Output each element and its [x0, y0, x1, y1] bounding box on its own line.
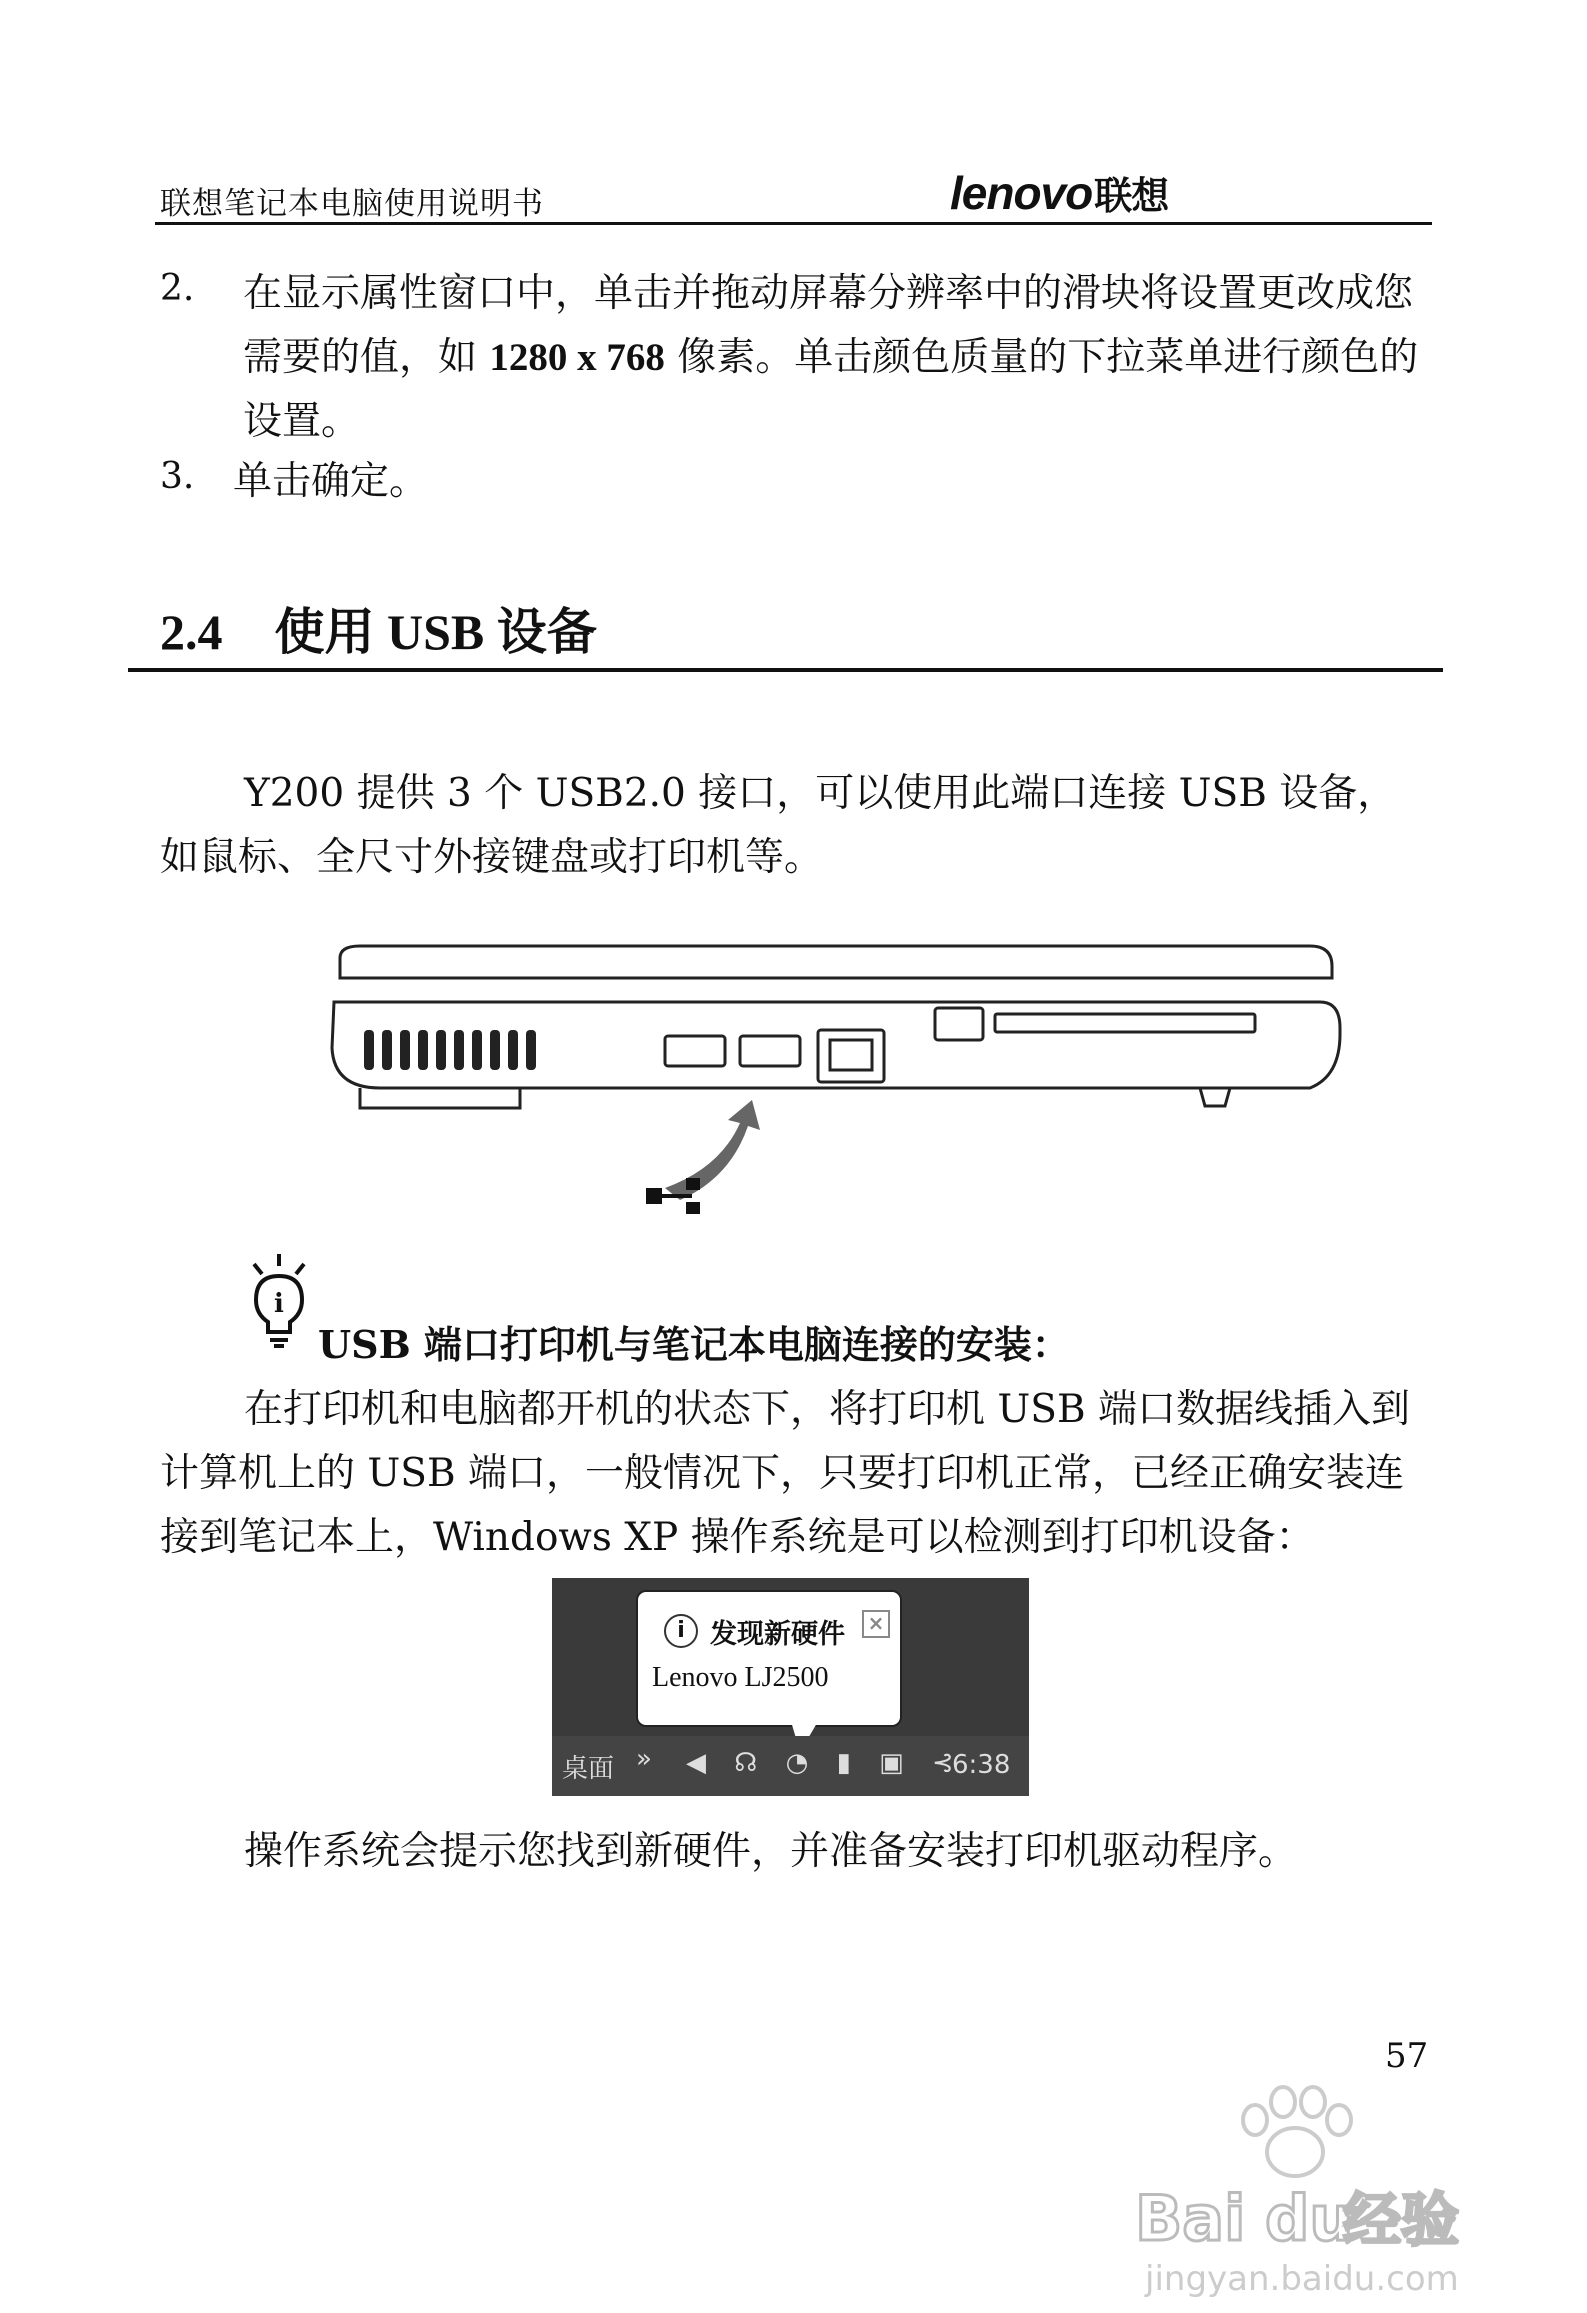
clock[interactable]: 6:38 [952, 1750, 1011, 1780]
new-hardware-screenshot [552, 1578, 1029, 1796]
section-title: 使用 USB 设备 [274, 604, 597, 660]
laptop-side-illustration [320, 938, 1350, 1228]
section-rule [128, 668, 1443, 672]
running-header-title: 联想笔记本电脑使用说明书 [160, 186, 544, 222]
watermark-url: jingyan.baidu.com [1145, 2259, 1459, 2299]
chevron-icon[interactable]: » [636, 1744, 652, 1774]
intro-paragraph: Y200 提供 3 个 USB2.0 接口，可以使用此端口连接 USB 设备，如鼠标、全尺寸外接键盘或打印机等。 [160, 771, 1397, 880]
taskbar [552, 1736, 1029, 1796]
balloon-body: Lenovo LJ2500 [652, 1662, 829, 1693]
page-number: 57 [1385, 2036, 1429, 2076]
section-number: 2.4 [160, 604, 223, 660]
arrow-icon [665, 1100, 760, 1200]
desktop-toolbar-label[interactable]: 桌面 [562, 1754, 615, 1784]
section-heading [160, 592, 597, 664]
step-number: 2. [160, 268, 195, 309]
tip-title: USB 端口打印机与笔记本电脑连接的安装： [318, 1322, 1070, 1367]
step-text [243, 262, 1433, 454]
lightbulb-icon [248, 1252, 310, 1350]
header-rule [155, 222, 1432, 225]
watermark-brand: Bai [1135, 2182, 1246, 2255]
usb-icon [648, 1180, 698, 1212]
info-icon: i [664, 1614, 698, 1648]
lenovo-logo [950, 165, 1168, 220]
tip-paragraph: 在打印机和电脑都开机的状态下，将打印机 USB 端口数据线插入到计算机上的 USB 端口，一般情况下，只要打印机正常，已经正确安装连接到笔记本上，Windows XP 操作系统是可以检测到打印机设备： [160, 1387, 1411, 1560]
logo-cn: 联想 [1094, 176, 1169, 218]
step-text-part: 像素。单击颜色质量的下拉菜单进行颜色的设置。 [243, 335, 1419, 444]
step-text: 单击确定。 [233, 459, 429, 504]
baidu-jingyan-watermark [1095, 2080, 1495, 2313]
balloon-title: 发现新硬件 [710, 1619, 845, 1650]
notification-balloon [636, 1590, 902, 1727]
step-text-part: 在显示属性窗口中，单击并拖动屏幕分辨率中的滑块将设置更改成您需要的值，如 [243, 271, 1414, 380]
close-icon[interactable]: × [862, 1610, 890, 1638]
closing-paragraph: 操作系统会提示您找到新硬件，并准备安装打印机驱动程序。 [244, 1829, 1298, 1874]
watermark-brand2: du [1265, 2182, 1354, 2255]
resolution-value: 1280 x 768 [489, 336, 665, 379]
watermark-cn: 经验 [1343, 2186, 1460, 2254]
step-number: 3. [160, 456, 195, 497]
tray-icons[interactable]: ◀ ☊ ◔ ▮ ▣ ⊰ [686, 1748, 964, 1778]
svg-text:i: i [274, 1289, 284, 1319]
logo-text: lenovo [950, 167, 1093, 219]
